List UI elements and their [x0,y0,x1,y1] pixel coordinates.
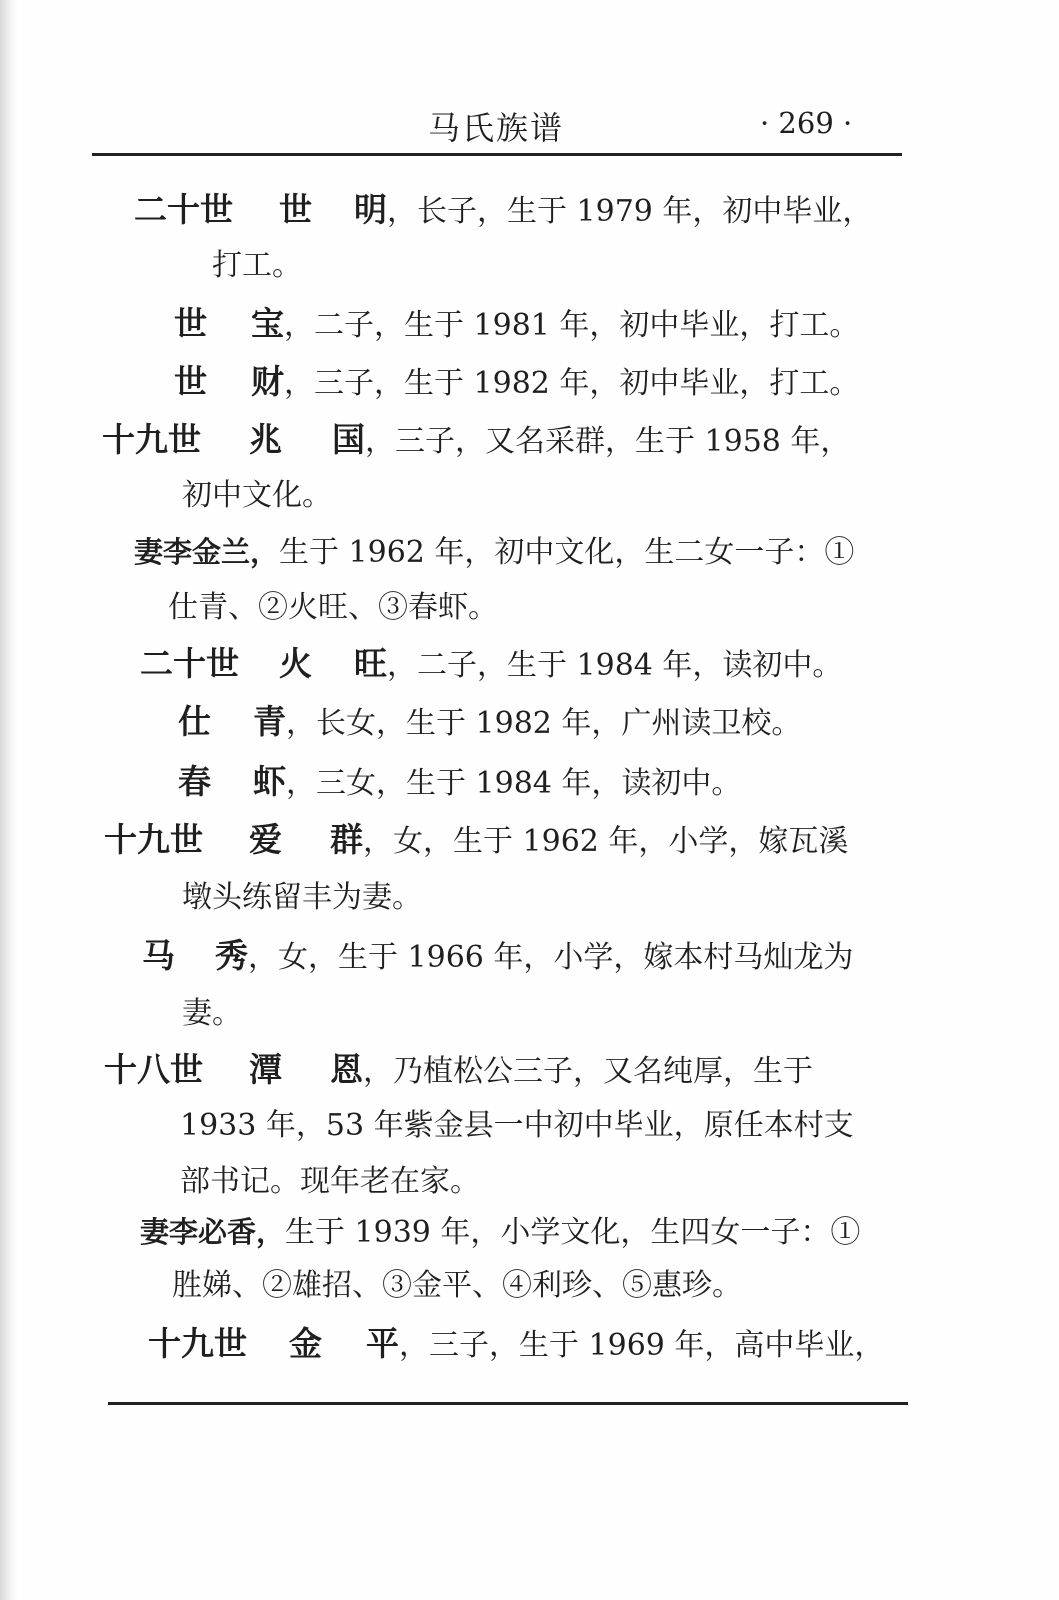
header-rule [92,153,902,156]
person-name-first: 仕 [178,702,211,741]
person-name-first: 潭 [249,1050,282,1089]
entry-text: ，二子，生于 1984 年，读初中。 [387,648,843,683]
page-number: · 269 · [760,106,853,140]
entry-line [148,1324,884,1366]
generation-label: 十九世 [104,820,203,859]
entry-continuation: 墩头练留丰为妻。 [182,880,422,915]
person-name-first: 金 [289,1324,322,1363]
entry-text: ，长女，生于 1982 年，广州读卫校。 [286,706,802,741]
generation-label: 二十世 [140,644,239,683]
person-name-first: 春 [178,762,211,801]
entry-text: 生于 1962 年，初中文化，生二女一子：① [279,535,855,570]
person-name-second: 平 [366,1324,399,1363]
person-name-second: 宝 [251,304,284,343]
entry-line [178,702,801,744]
entry-line [174,362,859,404]
spouse-label: 妻李金兰， [134,535,280,569]
entry-line [178,762,741,804]
person-name-first: 爱 [249,820,282,859]
entry-continuation: 初中文化。 [182,478,332,513]
entry-continuation: 仕青、②火旺、③春虾。 [168,590,498,625]
entry-line [102,420,850,462]
entry-continuation: 妻。 [182,996,242,1031]
entry-line [174,304,859,346]
generation-label: 二十世 [134,190,233,229]
entry-continuation: 部书记。现年老在家。 [180,1164,480,1199]
entry-line [142,936,853,978]
entry-line [140,1212,860,1253]
entry-text: ，乃植松公三子，又名纯厚，生于 [363,1054,813,1089]
entry-continuation: 打工。 [212,248,302,283]
entry-line [134,532,854,573]
person-name-first: 兆 [249,420,282,459]
footer-rule [108,1402,908,1405]
person-name-first: 世 [174,304,207,343]
entry-text: 生于 1939 年，小学文化，生四女一子：① [285,1215,861,1250]
entry-continuation: 胜娣、②雄招、③金平、④利珍、⑤惠珍。 [172,1268,742,1303]
person-name-first: 火 [279,644,312,683]
entry-continuation: 1933 年，53 年紫金县一中初中毕业，原任本村支 [180,1108,854,1143]
entry-text: ，长子，生于 1979 年，初中毕业， [387,194,873,229]
person-name-second: 恩 [330,1050,363,1089]
spouse-label: 妻李必香， [140,1215,286,1249]
person-name-second: 秀 [215,936,248,975]
entry-line [134,190,872,232]
person-name-second: 明 [354,190,387,229]
entry-line [104,1050,813,1092]
person-name-second: 财 [251,362,284,401]
person-name-second: 国 [332,420,365,459]
person-name-second: 旺 [354,644,387,683]
entry-text: ，三子，生于 1982 年，初中毕业，打工。 [284,366,860,401]
person-name-first: 世 [174,362,207,401]
page-gutter-shadow [0,0,18,1600]
entry-text: ，二子，生于 1981 年，初中毕业，打工。 [284,308,860,343]
entry-text: ，三女，生于 1984 年，读初中。 [286,766,742,801]
generation-label: 十八世 [104,1050,203,1089]
entry-line [140,644,842,686]
running-header-title: 马氏族谱 [428,109,565,147]
entry-text: ，三子，生于 1969 年，高中毕业， [399,1328,885,1363]
person-name-second: 虾 [253,762,286,801]
person-name-first: 世 [279,190,312,229]
entry-text: ，三子，又名采群，生于 1958 年， [365,424,851,459]
person-name-second: 群 [330,820,363,859]
person-name-second: 青 [253,702,286,741]
entry-text: ，女，生于 1966 年，小学，嫁本村马灿龙为 [248,940,854,975]
generation-label: 十九世 [148,1324,247,1363]
entry-line [104,820,848,862]
entry-text: ，女，生于 1962 年，小学，嫁瓦溪 [363,824,849,859]
person-name-first: 马 [142,936,175,975]
generation-label: 十九世 [102,420,201,459]
